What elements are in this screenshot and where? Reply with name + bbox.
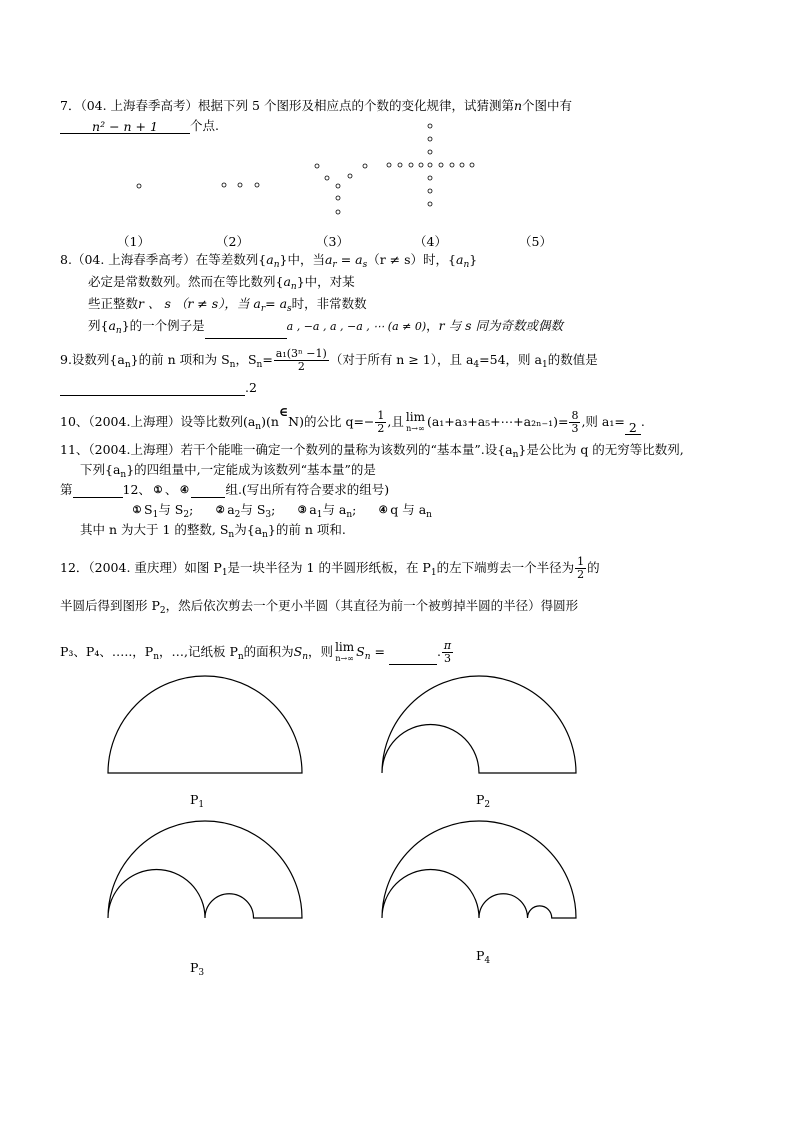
q7-line2: n² − n + 1 个点. — [60, 118, 219, 134]
q7-fig-label-5: （5） — [519, 234, 552, 249]
fig4-dot — [409, 163, 413, 167]
fig2-dot — [222, 183, 226, 187]
fig4-dot — [460, 163, 464, 167]
fig3-dot — [363, 164, 367, 168]
fig4-dot — [387, 163, 391, 167]
fig4-dot — [428, 176, 432, 180]
fig4-dot — [428, 150, 432, 154]
fig4-dot — [428, 163, 432, 167]
q12-line2: 半圆后得到图形 $P_2$，然后依次剪去一个更小半圆（其直径为前一个被剪掉半圆的半径）得圆形 — [60, 598, 579, 616]
q11-line2: 下列$\{a_n\}$的四组量中,一定能成为该数列“基本量”的是 — [80, 462, 376, 480]
fig1-dot — [137, 184, 141, 188]
q12-line3: P₃、P₄、…..，$P_n$，…,记纸板 $P_n$的面积为$S_n$，则 lim n→∞ $S_n$ = . $\frac{\pi}{3}$ — [60, 639, 452, 665]
q9-fraction: $\frac{\text{a₁(3ⁿ −1)}}{2}$ — [275, 347, 327, 373]
q10-fraction-sum: $\frac{8}{3}$ — [571, 409, 579, 435]
q7-answer-blank: n² − n + 1 — [60, 119, 190, 134]
q12-answer-blank — [389, 650, 437, 665]
fig4-dot — [439, 163, 443, 167]
q7-dot-figures — [137, 124, 474, 214]
q7-fig-label-4: （4） — [414, 234, 447, 249]
q8-line1: 8.（04. 上海春季高考）在等差数列$\{a_n\}$中，当$a_r = a_s(r \ne s)$时，$\{a_n\}$ — [60, 252, 478, 270]
fig4-dot — [419, 163, 423, 167]
p2-label: $P_2$ — [476, 792, 491, 810]
q7-fig-label-2: （2） — [216, 234, 249, 249]
q10-limit: lim n→∞ — [405, 409, 425, 433]
q11-line5: 其中 n 为大于 1 的整数, $S_n$为$\{a_n\}$的前 n 项和. — [80, 522, 346, 540]
fig3-dot — [348, 174, 352, 178]
q12-limit: lim n→∞ — [335, 639, 355, 663]
p1-figure — [108, 676, 302, 773]
q11-answer-blank-1 — [73, 483, 123, 498]
fig2-dot — [238, 183, 242, 187]
q12-figures — [108, 676, 576, 918]
q12-answer-fraction: $\frac{\pi}{3}$ — [443, 639, 452, 665]
fig2-dot — [255, 183, 259, 187]
fig3-dot — [336, 210, 340, 214]
fig4-dot — [428, 137, 432, 141]
q7-fig-label-3: （3） — [316, 234, 349, 249]
q8-answer-blank — [205, 324, 287, 339]
q8-line2: 必定是常数数列。然而在等比数列$\{a_n\}$中，对某 — [88, 274, 355, 292]
p2-figure — [382, 676, 576, 773]
fig3-dot — [336, 184, 340, 188]
fig4-dot — [428, 202, 432, 206]
q9-answer-blank — [60, 381, 245, 396]
p4-label: $P_4$ — [476, 948, 491, 966]
q10-line1: 10、（2004.上海理）设等比数列$(a_n)(n\in N)$的公比 q=− $\frac{1}{2}$ ,且 lim n→∞ (a₁+a₃+a₅+⋯+a₂ₙ₋₁)= $\frac{8}{3}$ ,则 a₁= 2 . — [60, 404, 645, 435]
fig4-dot — [450, 163, 454, 167]
q12-line1: 12．（2004. 重庆理）如图 $P_1$是一块半径为 1 的半圆形纸板，在 $P_1$的左下端剪去一个半径为 $\frac{1}{2}$ 的 — [60, 555, 600, 581]
fig3-dot — [325, 176, 329, 180]
q8-line3: 些正整数r 、 s （r ≠ s），当 $a_r= a_s$时，非常数数 — [88, 296, 367, 314]
fig3-dot — [336, 196, 340, 200]
q7-fig-label-1: （1） — [117, 234, 150, 249]
q12-fraction-half: $\frac{1}{2}$ — [577, 555, 585, 581]
q11-line1: 11、（2004.上海理）若干个能唯一确定一个数列的量称为该数列的“基本量”.设$\{a_n\}$是公比为 q 的无穷等比数列, — [60, 442, 684, 460]
p3-label: $P_3$ — [190, 960, 205, 978]
q10-fraction-q: $\frac{1}{2}$ — [377, 409, 385, 435]
element-of-symbol: ∈ — [278, 404, 289, 419]
q9-line2: .2 — [60, 380, 257, 396]
q11-line3: 第 12、 ① 、 ④ 组.(写出所有符合要求的组号) — [60, 482, 390, 497]
fig4-dot — [398, 163, 402, 167]
q11-options: ① $S_1$与 $S_2$; ② $a_2$与 $S_3$; ③ $a_1$与 $a_n$; ④ q 与 $a_n$ — [132, 502, 432, 520]
fig4-dot — [428, 124, 432, 128]
p3-figure — [108, 821, 302, 918]
q8-line4: 列$\{a_n\}$的一个例子是 a , −a , a , −a , ⋯ (a ≠ 0)，r 与 s 同为奇数或偶数 — [88, 318, 563, 339]
q7-line1: 7．（04. 上海春季高考）根据下列 5 个图形及相应点的个数的变化规律，试猜测第n个图中有 — [60, 98, 573, 113]
fig4-dot — [428, 189, 432, 193]
fig4-dot — [470, 163, 474, 167]
p1-label: $P_1$ — [190, 792, 205, 810]
q9-line1: 9.设数列$\{a_n\}$的前 n 项和为 $S_n$，$S_n=$ $\frac{\text{a₁(3ⁿ −1)}}{2}$ （对于所有 n ≥ 1），且 $a_4=54$，则 $a_1$的数值是 — [60, 347, 598, 373]
q11-answer-blank-2 — [191, 483, 225, 498]
p4-figure — [382, 821, 576, 918]
q10-answer-blank: 2 — [625, 420, 641, 435]
fig3-dot — [315, 164, 319, 168]
